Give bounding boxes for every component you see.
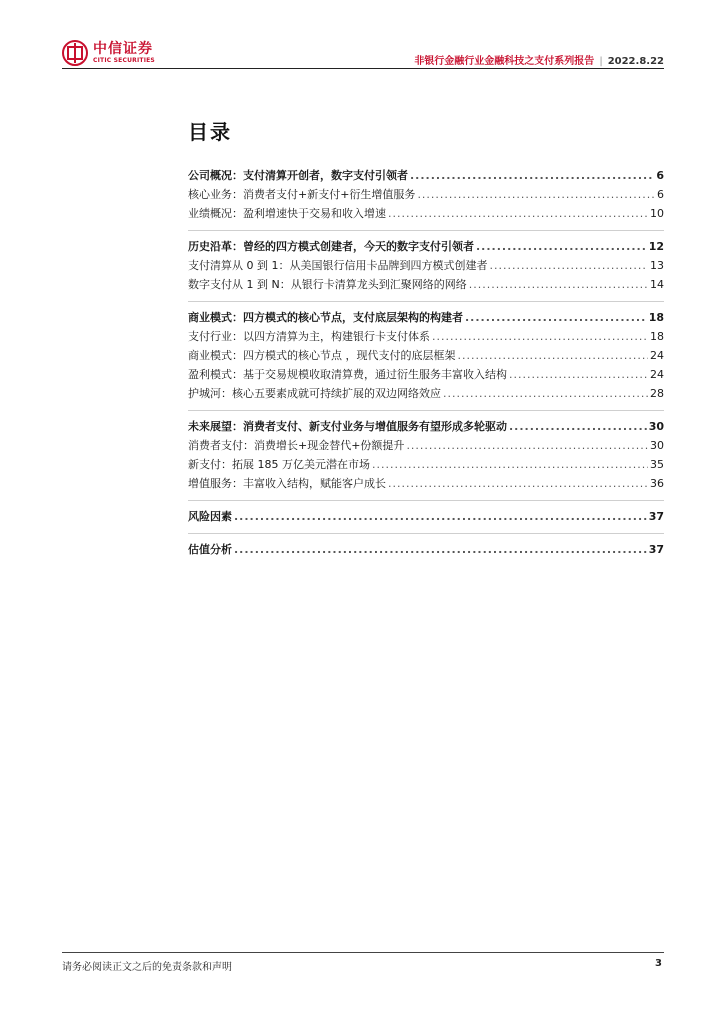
toc-leader-dots	[388, 477, 648, 490]
toc-entry-page: 13	[650, 259, 664, 272]
toc-leader-dots	[490, 259, 649, 272]
toc-entry-page: 24	[650, 349, 664, 362]
toc-entry-title: 数字支付从 1 到 N：从银行卡清算龙头到汇聚网络的网络	[188, 278, 467, 291]
toc-section	[188, 309, 664, 411]
toc-leader-dots	[410, 169, 654, 182]
toc-subsection-entry[interactable]	[188, 475, 664, 494]
toc-leader-dots	[458, 349, 649, 362]
toc-leader-dots	[388, 207, 648, 220]
toc-section	[188, 418, 664, 501]
toc-leader-dots	[509, 420, 647, 433]
logo-english-name: CITIC SECURITIES	[93, 56, 155, 64]
toc-entry-page: 24	[650, 368, 664, 381]
toc-entry-title: 核心业务：消费者支付+新支付+衍生增值服务	[188, 188, 416, 201]
toc-subsection-entry[interactable]	[188, 366, 664, 385]
toc-heading: 目录	[188, 120, 232, 144]
footer-disclaimer: 请务必阅读正文之后的免责条款和声明	[62, 962, 232, 973]
toc-leader-dots	[465, 311, 647, 324]
toc-leader-dots	[476, 240, 647, 253]
toc-leader-dots	[234, 510, 647, 523]
citic-logo-icon	[62, 40, 88, 66]
header-divider	[62, 68, 664, 69]
toc-entry-title: 支付清算从 0 到 1：从美国银行信用卡品牌到四方模式创建者	[188, 259, 488, 272]
toc-leader-dots	[443, 387, 648, 400]
toc-subsection-entry[interactable]	[188, 276, 664, 295]
toc-subsection-entry[interactable]	[188, 437, 664, 456]
toc-entry-page: 18	[648, 311, 664, 324]
toc-entry-title: 商业模式：四方模式的核心节点 ，现代支付的底层框架	[188, 349, 456, 362]
toc-entry-page: 6	[656, 169, 664, 182]
toc-entry-page: 30	[648, 420, 664, 433]
toc-entry-page: 18	[650, 330, 664, 343]
toc-chapter-entry[interactable]	[188, 508, 664, 527]
toc-entry-page: 30	[650, 439, 664, 452]
report-header	[414, 52, 664, 67]
toc-leader-dots	[432, 330, 648, 343]
report-date: 2022.8.22	[607, 56, 664, 67]
toc-subsection-entry[interactable]	[188, 186, 664, 205]
toc-leader-dots	[469, 278, 648, 291]
logo-chinese-name: 中信证券	[93, 40, 153, 57]
toc-entry-title: 未来展望：消费者支付、新支付业务与增值服务有望形成多轮驱动	[188, 420, 507, 433]
toc-section	[188, 541, 664, 566]
toc-chapter-entry[interactable]	[188, 309, 664, 328]
toc-entry-title: 消费者支付：消费增长+现金替代+份额提升	[188, 439, 405, 452]
toc-subsection-entry[interactable]	[188, 328, 664, 347]
toc-subsection-entry[interactable]	[188, 205, 664, 224]
toc-entry-page: 12	[648, 240, 664, 253]
toc-entry-title: 新支付：拓展 185 万亿美元潜在市场	[188, 458, 370, 471]
toc-leader-dots	[372, 458, 648, 471]
toc-subsection-entry[interactable]	[188, 385, 664, 404]
toc-leader-dots	[234, 543, 647, 556]
toc-entry-title: 业绩概况：盈利增速快于交易和收入增速	[188, 207, 386, 220]
toc-entry-page: 6	[657, 188, 664, 201]
toc-subsection-entry[interactable]	[188, 456, 664, 475]
company-logo	[62, 38, 155, 68]
toc-entry-title: 增值服务：丰富收入结构，赋能客户成长	[188, 477, 386, 490]
header-separator: |	[599, 56, 603, 67]
toc-entry-title: 支付行业：以四方清算为主，构建银行卡支付体系	[188, 330, 430, 343]
table-of-contents	[188, 167, 664, 573]
toc-chapter-entry[interactable]	[188, 541, 664, 560]
toc-subsection-entry[interactable]	[188, 257, 664, 276]
toc-entry-title: 护城河：核心五要素成就可持续扩展的双边网络效应	[188, 387, 441, 400]
toc-entry-title: 风险因素	[188, 510, 232, 523]
toc-section	[188, 167, 664, 231]
toc-leader-dots	[417, 188, 655, 201]
report-title: 非银行金融行业金融科技之支付系列报告	[414, 56, 595, 67]
toc-entry-title: 历史沿革：曾经的四方模式创建者，今天的数字支付引领者	[188, 240, 474, 253]
toc-entry-title: 公司概况：支付清算开创者，数字支付引领者	[188, 169, 408, 182]
toc-entry-page: 37	[648, 543, 664, 556]
toc-leader-dots	[509, 368, 648, 381]
toc-chapter-entry[interactable]	[188, 238, 664, 257]
toc-entry-page: 36	[650, 477, 664, 490]
toc-entry-title: 商业模式：四方模式的核心节点，支付底层架构的构建者	[188, 311, 463, 324]
toc-entry-page: 35	[650, 458, 664, 471]
toc-subsection-entry[interactable]	[188, 347, 664, 366]
footer-divider	[62, 952, 664, 953]
toc-entry-title: 估值分析	[188, 543, 232, 556]
toc-chapter-entry[interactable]	[188, 167, 664, 186]
toc-chapter-entry[interactable]	[188, 418, 664, 437]
toc-entry-title: 盈利模式：基于交易规模收取清算费，通过衍生服务丰富收入结构	[188, 368, 507, 381]
toc-entry-page: 14	[650, 278, 664, 291]
toc-entry-page: 37	[648, 510, 664, 523]
toc-section	[188, 238, 664, 302]
toc-entry-page: 10	[650, 207, 664, 220]
toc-leader-dots	[406, 439, 648, 452]
toc-entry-page: 28	[650, 387, 664, 400]
page-number: 3	[655, 958, 662, 969]
toc-section	[188, 508, 664, 534]
